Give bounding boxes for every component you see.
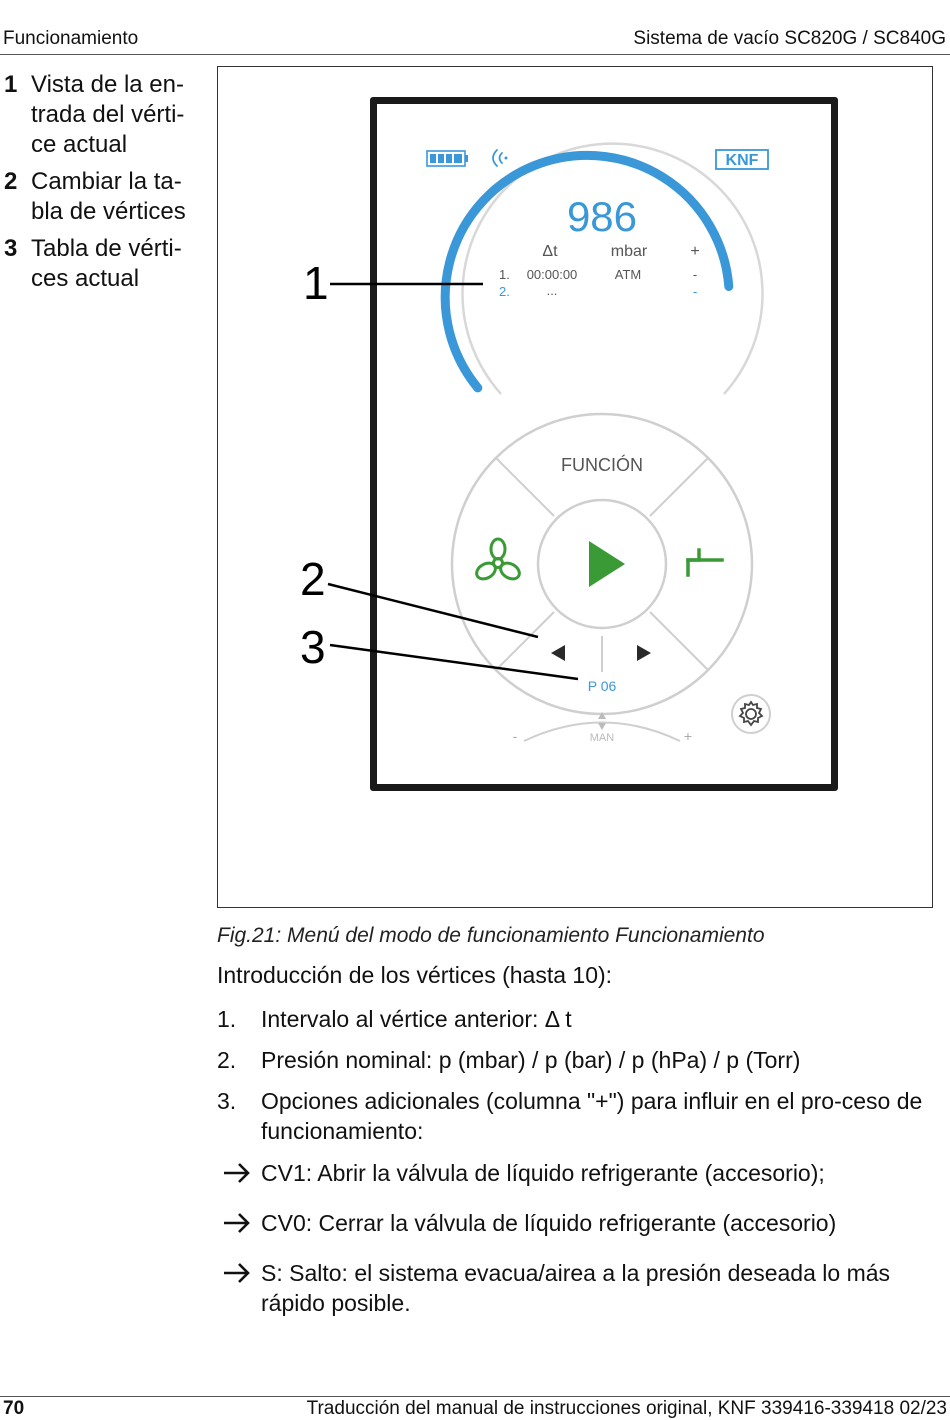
table-row-plus: - bbox=[692, 267, 698, 282]
legend-text: Vista de la en- trada del vérti- ce actual bbox=[31, 71, 185, 158]
intro-text: Introducción de los vértices (hasta 10): bbox=[217, 962, 613, 988]
step-text: Presión nominal: p (mbar) / p (bar) / p (hPa) / p (Torr) bbox=[261, 1047, 801, 1073]
figure-frame bbox=[217, 66, 933, 908]
list-item bbox=[222, 1158, 932, 1192]
footer-text: Traducción del manual de instrucciones original, KNF 339416-339418 02/23 bbox=[306, 1398, 947, 1419]
manual-label: MAN bbox=[589, 732, 615, 744]
callout-number-3: 3 bbox=[300, 621, 326, 673]
manual-minus-label: - bbox=[512, 728, 518, 744]
legend-item bbox=[4, 234, 209, 294]
table-row-plus: - bbox=[692, 284, 698, 299]
table-row-index: 2. bbox=[499, 284, 510, 299]
header-divider bbox=[0, 54, 950, 55]
step-text: Opciones adicionales (columna "+") para influir en el pro-ceso de funcionamiento: bbox=[261, 1088, 923, 1144]
step-number: 3. bbox=[217, 1088, 237, 1114]
callout-number-1: 1 bbox=[303, 257, 329, 309]
callout-line-2 bbox=[328, 584, 538, 637]
vertex-table-label: P 06 bbox=[587, 678, 617, 694]
header-section-title: Funcionamiento bbox=[3, 28, 139, 49]
legend-number: 1 bbox=[4, 71, 18, 98]
table-header-delta-t: Δt bbox=[542, 243, 558, 260]
step-number: 1. bbox=[217, 1006, 237, 1032]
list-item bbox=[222, 1258, 932, 1318]
arrow-right-icon bbox=[222, 1208, 261, 1242]
pressure-value: 986 bbox=[566, 193, 638, 240]
option-text: S: Salto: el sistema evacua/airea a la presión deseada lo más rápido posible. bbox=[261, 1260, 891, 1316]
legend-number: 2 bbox=[4, 168, 18, 195]
callout-line-3 bbox=[330, 645, 578, 679]
step-number: 2. bbox=[217, 1047, 237, 1073]
option-text: CV1: Abrir la válvula de líquido refrigerante (accesorio); bbox=[261, 1160, 825, 1186]
legend-text: Tabla de vérti- ces actual bbox=[31, 235, 182, 292]
header-document-title: Sistema de vacío SC820G / SC840G bbox=[633, 28, 946, 49]
table-row-time: 00:00:00 bbox=[526, 267, 578, 282]
table-header-plus: + bbox=[690, 243, 700, 260]
table-row-time: ... bbox=[546, 283, 558, 298]
footer-divider bbox=[0, 1396, 950, 1397]
list-item bbox=[217, 1086, 927, 1146]
options-list bbox=[222, 1158, 932, 1334]
legend-item bbox=[4, 167, 209, 227]
list-item bbox=[222, 1208, 932, 1242]
legend-number: 3 bbox=[4, 235, 18, 262]
option-text: CV0: Cerrar la válvula de líquido refrigerante (accesorio) bbox=[261, 1210, 837, 1236]
page-number: 70 bbox=[3, 1398, 25, 1419]
legend-text: Cambiar la ta- bla de vértices bbox=[31, 168, 186, 225]
list-item bbox=[217, 1045, 927, 1075]
table-row-value: ATM bbox=[614, 267, 642, 282]
step-text: Intervalo al vértice anterior: Δ t bbox=[261, 1006, 572, 1032]
legend-item bbox=[4, 70, 209, 160]
callout-number-2: 2 bbox=[300, 553, 326, 605]
arrow-right-icon bbox=[222, 1258, 261, 1318]
knf-logo-text: KNF bbox=[725, 152, 759, 169]
arrow-right-icon bbox=[222, 1158, 261, 1192]
function-label: FUNCIÓN bbox=[561, 455, 643, 475]
steps-list bbox=[217, 1004, 927, 1157]
figure-caption: Fig.21: Menú del modo de funcionamiento Funcionamiento bbox=[217, 924, 765, 947]
table-header-unit: mbar bbox=[610, 243, 648, 260]
table-row-index: 1. bbox=[499, 267, 510, 282]
list-item bbox=[217, 1004, 927, 1034]
callout-lines bbox=[218, 67, 934, 909]
manual-plus-label: + bbox=[683, 728, 693, 744]
figure-legend bbox=[4, 70, 209, 301]
